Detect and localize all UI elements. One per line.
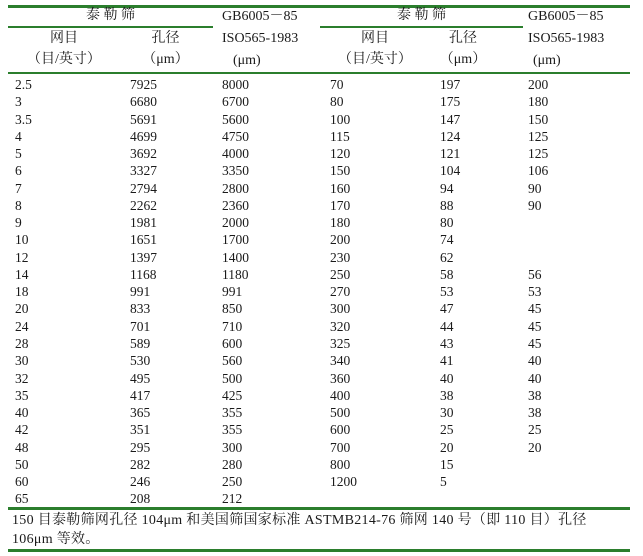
table-cell: 124 [440, 128, 461, 144]
tyler-spanner-underline-right [320, 26, 523, 28]
table-cell: 4699 [130, 128, 157, 144]
table-cell: 45 [528, 335, 542, 351]
table-cell: 2800 [222, 180, 249, 196]
table-cell: 40 [440, 370, 454, 386]
mesh-unit-left: （目/英寸） [27, 52, 101, 67]
table-row [320, 456, 630, 473]
table-cell: 197 [440, 77, 461, 92]
table-cell: 115 [330, 128, 350, 144]
table-cell: 125 [528, 146, 549, 162]
table-row [8, 352, 320, 369]
table-cell: 4000 [222, 146, 249, 162]
table-cell: 2.5 [15, 77, 32, 92]
sieve-table-left-half [8, 76, 320, 508]
table-cell: 9 [15, 215, 22, 231]
table-cell: 25 [440, 422, 454, 438]
table-cell: 45 [528, 318, 542, 334]
table-row [320, 473, 630, 490]
table-cell: 150 [330, 163, 351, 179]
table-cell: 180 [330, 215, 351, 231]
table-cell: 50 [15, 456, 29, 472]
table-cell: 700 [330, 439, 351, 455]
table-cell: 60 [15, 474, 29, 490]
table-cell: 6680 [130, 94, 157, 110]
tyler-sieve-spanner-right: 泰 勒 筛 [397, 8, 446, 23]
table-cell: 150 [528, 111, 549, 127]
table-cell: 125 [528, 128, 549, 144]
table-cell: 3 [15, 94, 22, 110]
table-cell: 18 [15, 284, 29, 300]
table-cell: 3.5 [15, 111, 32, 127]
table-cell: 600 [330, 422, 351, 438]
table-cell: 62 [440, 249, 454, 265]
footnote-line-2: 106μm 等效。 [12, 531, 100, 547]
table-cell: 94 [440, 180, 454, 196]
table-cell: 500 [222, 370, 243, 386]
table-cell: 3350 [222, 163, 249, 179]
table-cell: 80 [330, 94, 344, 110]
table-row [320, 387, 630, 404]
table-row [8, 370, 320, 387]
table-cell: 10 [15, 232, 29, 248]
table-cell: 1981 [130, 215, 157, 231]
table-cell: 355 [222, 405, 243, 421]
table-cell: 200 [330, 232, 351, 248]
table-cell: 1180 [222, 266, 249, 282]
table-row [8, 439, 320, 456]
table-cell: 56 [528, 266, 542, 282]
table-cell: 282 [130, 456, 151, 472]
table-cell: 250 [222, 474, 243, 490]
table-row [8, 387, 320, 404]
table-cell: 74 [440, 232, 454, 248]
table-cell: 320 [330, 318, 351, 334]
table-cell: 212 [222, 491, 243, 507]
table-row [8, 335, 320, 352]
table-cell: 250 [330, 266, 351, 282]
table-row [8, 421, 320, 438]
table-row [320, 76, 630, 93]
table-cell: 5600 [222, 111, 249, 127]
table-cell: 20 [15, 301, 29, 317]
mesh-column-header-left: 网目 [50, 31, 78, 46]
table-cell: 40 [528, 370, 542, 386]
table-cell: 360 [330, 370, 351, 386]
gb-standard-line1-right: GB6005－85 [528, 9, 604, 24]
table-row [320, 249, 630, 266]
gb-unit-right: (μm) [533, 53, 561, 68]
table-cell: 20 [440, 439, 454, 455]
table-cell: 42 [15, 422, 29, 438]
aperture-column-header-right: 孔径 [449, 31, 477, 46]
footnote-line-1: 150 目泰勒筛网孔径 104μm 和美国筛国家标准 ASTMB214-76 筛网 140 号（即 110 目）孔径 [12, 513, 587, 528]
table-cell: 24 [15, 318, 29, 334]
table-cell: 88 [440, 197, 454, 213]
table-row [8, 300, 320, 317]
table-cell: 65 [15, 491, 29, 507]
table-row [8, 473, 320, 490]
table-cell: 121 [440, 146, 461, 162]
table-cell: 6700 [222, 94, 249, 110]
table-row [320, 421, 630, 438]
table-cell: 295 [130, 439, 151, 455]
table-row [320, 370, 630, 387]
table-cell: 1397 [130, 249, 157, 265]
table-cell: 45 [528, 301, 542, 317]
table-row [320, 404, 630, 421]
table-cell: 417 [130, 387, 151, 403]
table-cell: 400 [330, 387, 351, 403]
table-row [8, 162, 320, 179]
table-cell: 200 [528, 77, 549, 92]
table-cell: 160 [330, 180, 351, 196]
table-cell: 4 [15, 128, 22, 144]
table-cell: 991 [222, 284, 243, 300]
table-cell: 2262 [130, 197, 157, 213]
table-cell: 5 [440, 474, 447, 490]
table-cell: 147 [440, 111, 461, 127]
table-cell: 5 [15, 146, 22, 162]
table-cell: 7925 [130, 77, 157, 92]
table-cell: 38 [528, 387, 542, 403]
table-cell: 35 [15, 387, 29, 403]
tyler-sieve-spanner-left: 泰 勒 筛 [86, 8, 135, 23]
table-cell: 2360 [222, 197, 249, 213]
table-cell: 8 [15, 197, 22, 213]
table-cell: 41 [440, 353, 454, 369]
aperture-unit-left: （μm） [142, 52, 189, 67]
table-row [8, 180, 320, 197]
table-cell: 90 [528, 180, 542, 196]
table-cell: 38 [440, 387, 454, 403]
table-cell: 2000 [222, 215, 249, 231]
header-bottom-border [8, 72, 630, 74]
table-row [320, 214, 630, 231]
aperture-unit-right: （μm） [439, 52, 487, 67]
table-row [8, 128, 320, 145]
aperture-column-header-left: 孔径 [151, 31, 180, 46]
table-cell: 589 [130, 335, 151, 351]
gb-standard-line2-left: ISO565-1983 [222, 31, 299, 46]
table-row [320, 145, 630, 162]
table-cell: 8000 [222, 77, 249, 92]
table-cell: 365 [130, 405, 151, 421]
table-cell: 270 [330, 284, 351, 300]
table-row [320, 318, 630, 335]
table-cell: 800 [330, 456, 351, 472]
table-row [8, 456, 320, 473]
table-cell: 1400 [222, 249, 249, 265]
table-cell: 495 [130, 370, 151, 386]
table-cell: 355 [222, 422, 243, 438]
table-cell: 48 [15, 439, 29, 455]
table-cell: 53 [528, 284, 542, 300]
table-cell: 20 [528, 439, 542, 455]
table-row [320, 128, 630, 145]
table-cell: 4750 [222, 128, 249, 144]
table-cell: 106 [528, 163, 549, 179]
gb-standard-line2-right: ISO565-1983 [528, 31, 605, 46]
table-cell: 530 [130, 353, 151, 369]
table-cell: 43 [440, 335, 454, 351]
table-cell: 170 [330, 197, 351, 213]
table-cell: 28 [15, 335, 29, 351]
table-cell: 38 [528, 405, 542, 421]
table-row [8, 76, 320, 93]
table-row [320, 162, 630, 179]
table-cell: 180 [528, 94, 549, 110]
mesh-column-header-right: 网目 [361, 31, 389, 46]
tyler-spanner-underline-left [8, 26, 213, 28]
table-cell: 40 [528, 353, 542, 369]
table-cell: 500 [330, 405, 351, 421]
table-cell: 90 [528, 197, 542, 213]
table-cell: 30 [15, 353, 29, 369]
gb-standard-line1-left: GB6005－85 [222, 9, 298, 24]
table-row [320, 180, 630, 197]
table-cell: 58 [440, 266, 454, 282]
table-cell: 7 [15, 180, 22, 196]
table-row [320, 231, 630, 248]
table-cell: 246 [130, 474, 151, 490]
table-cell: 1200 [330, 474, 357, 490]
table-cell: 208 [130, 491, 151, 507]
table-cell: 80 [440, 215, 454, 231]
table-cell: 425 [222, 387, 243, 403]
table-row [8, 214, 320, 231]
table-cell: 25 [528, 422, 542, 438]
table-cell: 14 [15, 266, 29, 282]
table-cell: 5691 [130, 111, 157, 127]
table-cell: 44 [440, 318, 454, 334]
gb-unit-left: (μm) [233, 53, 261, 68]
table-cell: 15 [440, 456, 454, 472]
table-cell: 230 [330, 249, 351, 265]
table-row [8, 197, 320, 214]
table-cell: 2794 [130, 180, 157, 196]
table-row [8, 145, 320, 162]
table-row [8, 404, 320, 421]
table-row [8, 93, 320, 110]
table-cell: 175 [440, 94, 461, 110]
table-cell [523, 249, 630, 266]
table-bottom-border [8, 549, 630, 552]
table-row [8, 111, 320, 128]
table-cell: 30 [440, 405, 454, 421]
mesh-unit-right: （目/英寸） [338, 52, 412, 67]
table-cell: 1651 [130, 232, 157, 248]
table-row [320, 283, 630, 300]
table-row [8, 318, 320, 335]
table-row [320, 300, 630, 317]
table-row [320, 111, 630, 128]
sieve-table-right-half [320, 76, 630, 490]
table-footnote [12, 512, 632, 549]
table-row [8, 490, 320, 507]
table-cell: 53 [440, 284, 454, 300]
table-cell: 300 [330, 301, 351, 317]
table-row [8, 283, 320, 300]
table-row [320, 352, 630, 369]
table-cell [523, 214, 630, 231]
table-cell: 120 [330, 146, 351, 162]
table-cell: 560 [222, 353, 243, 369]
table-cell: 32 [15, 370, 29, 386]
table-cell [523, 473, 630, 490]
table-row [320, 335, 630, 352]
table-row [320, 197, 630, 214]
table-cell: 710 [222, 318, 243, 334]
table-cell: 600 [222, 335, 243, 351]
table-row [320, 439, 630, 456]
table-row [320, 266, 630, 283]
table-cell: 351 [130, 422, 151, 438]
table-cell: 991 [130, 284, 151, 300]
table-cell: 12 [15, 249, 29, 265]
table-cell: 3692 [130, 146, 157, 162]
table-row [8, 266, 320, 283]
table-row [320, 93, 630, 110]
table-cell: 280 [222, 456, 243, 472]
table-cell [523, 456, 630, 473]
table-cell: 300 [222, 439, 243, 455]
table-cell: 325 [330, 335, 351, 351]
table-cell: 100 [330, 111, 351, 127]
table-cell: 340 [330, 353, 351, 369]
table-cell [523, 231, 630, 248]
table-cell: 1168 [130, 266, 157, 282]
table-cell: 6 [15, 163, 22, 179]
table-cell: 1700 [222, 232, 249, 248]
table-cell: 70 [330, 77, 344, 92]
table-cell: 104 [440, 163, 461, 179]
table-cell: 850 [222, 301, 243, 317]
table-cell: 701 [130, 318, 151, 334]
table-cell: 833 [130, 301, 151, 317]
table-row [8, 231, 320, 248]
table-row [8, 249, 320, 266]
table-cell: 3327 [130, 163, 157, 179]
table-cell: 40 [15, 405, 29, 421]
table-cell: 47 [440, 301, 454, 317]
